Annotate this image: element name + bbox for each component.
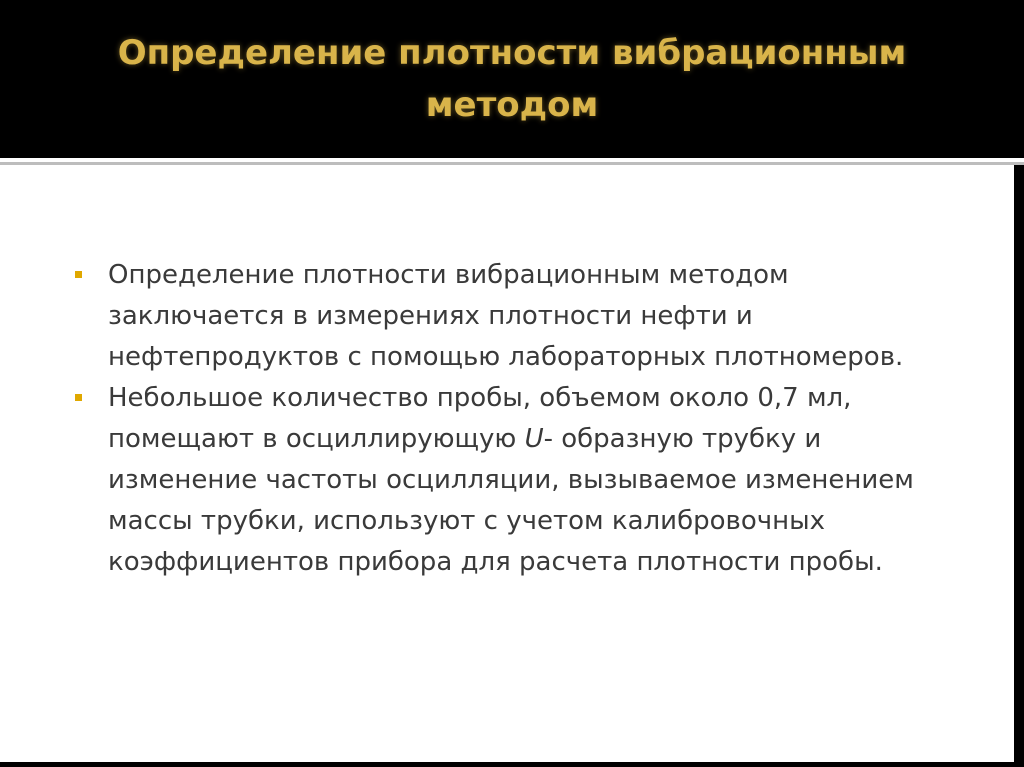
bullet-list — [75, 255, 955, 583]
title-band — [0, 0, 1024, 158]
square-bullet-icon — [75, 394, 82, 401]
bullet-text-start: Небольшое количество пробы, объемом около 0,7 мл, помещают в осциллирующую — [108, 383, 852, 454]
bullet-text: Определение плотности вибрационным методом заключается в измерениях плотности нефти и нефтепродуктов с помощью лабораторных плотномеров. — [108, 260, 904, 372]
slide-title: Определение плотности вибрационным методом — [117, 33, 907, 125]
bullet-italic-letter: U — [524, 424, 544, 454]
bullet-item — [75, 378, 955, 583]
bullet-item — [75, 255, 955, 378]
content-area — [0, 165, 1014, 762]
bullet-text-end: - образную трубку и изменение частоты осцилляции, вызываемое изменением массы трубки, используют с учетом калибровочных коэффициентов прибора для расчета плотности пробы. — [108, 424, 914, 577]
square-bullet-icon — [75, 271, 82, 278]
